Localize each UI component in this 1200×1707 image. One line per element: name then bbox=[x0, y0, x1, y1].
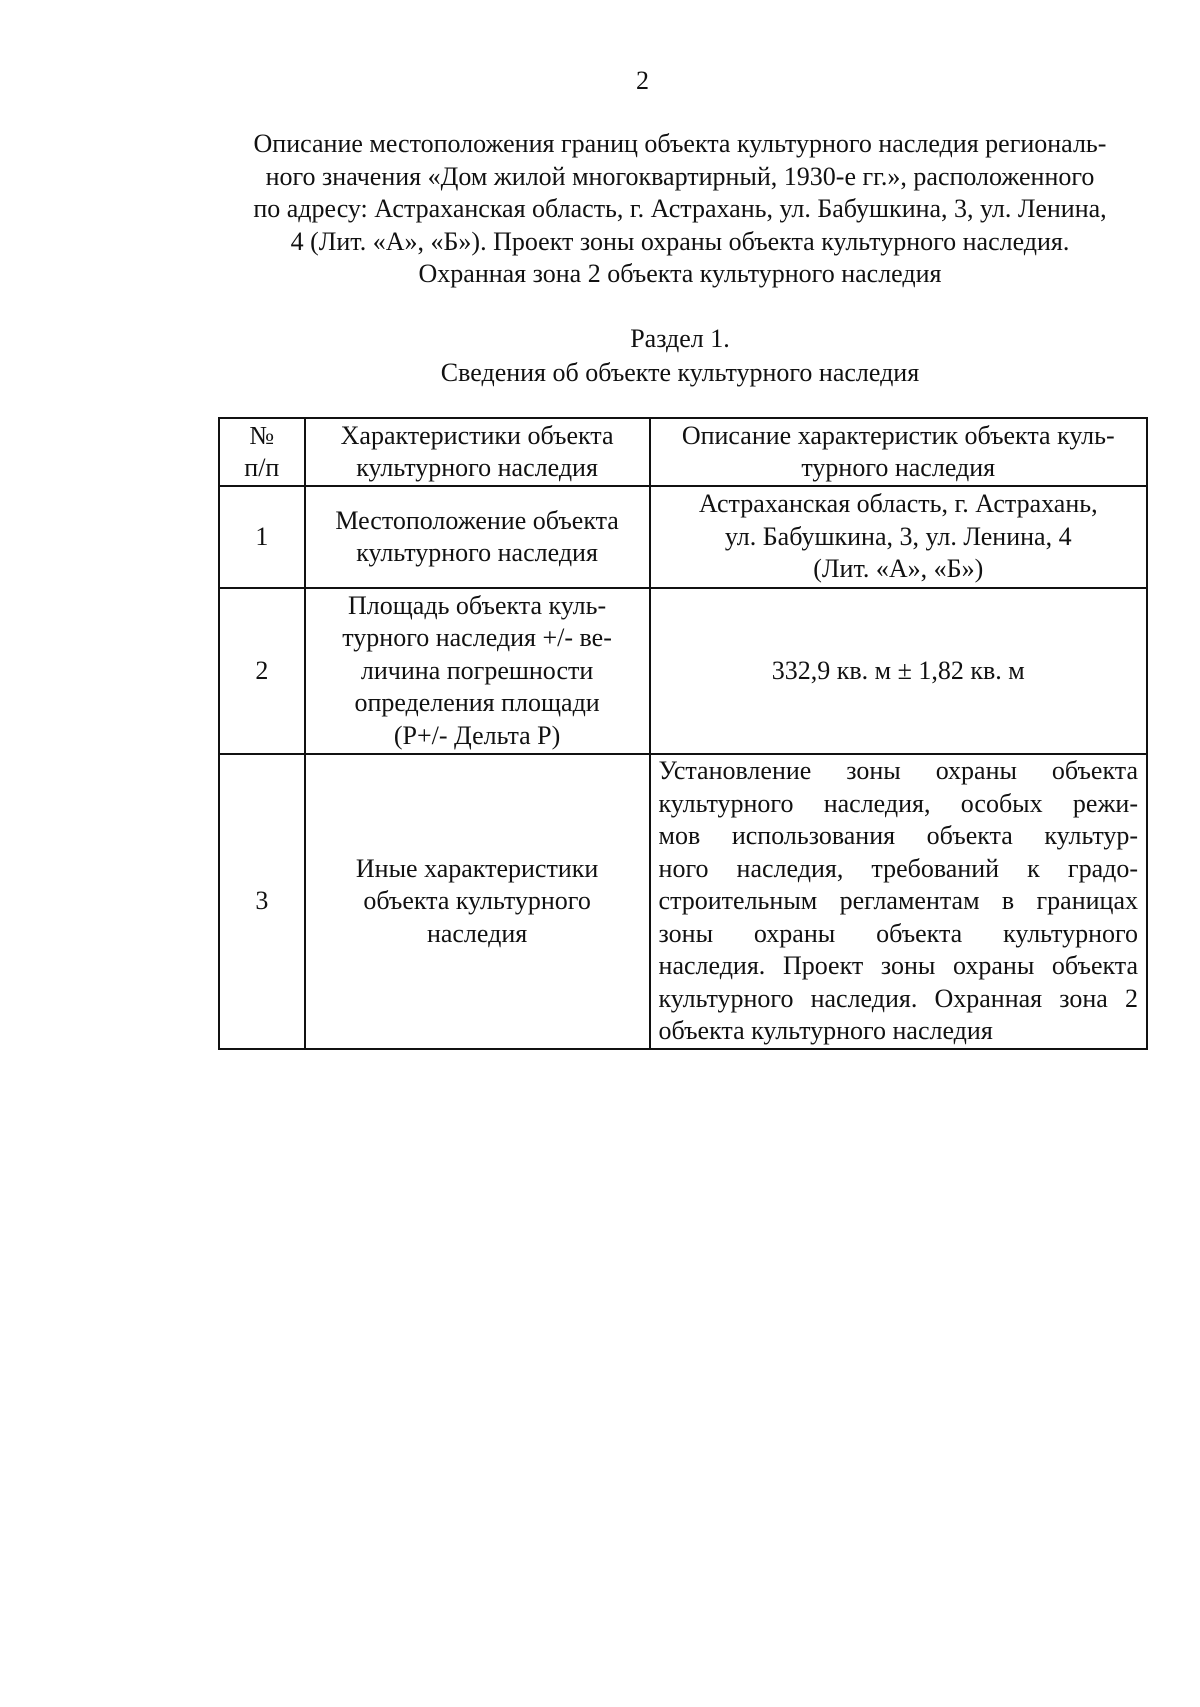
header-num: № п/п bbox=[219, 418, 305, 486]
row-description: 332,9 кв. м ± 1,82 кв. м bbox=[650, 588, 1147, 754]
table-row bbox=[219, 754, 1147, 1049]
heading-line: Описание местоположения границ объекта культурного наследия региональ- bbox=[253, 129, 1107, 158]
row-characteristic: Площадь объекта куль- турного наследия +/- ве- личина погрешности определения площади (Р+/- Дельта Р) bbox=[305, 588, 650, 754]
heritage-info-table bbox=[218, 417, 1148, 1050]
row-num: 2 bbox=[219, 588, 305, 754]
heading-line: по адресу: Астраханская область, г. Астрахань, ул. Бабушкина, 3, ул. Ленина, bbox=[253, 194, 1107, 223]
table-header-row bbox=[219, 418, 1147, 486]
row-description: Установление зоны охраны объекта культурного наследия, особых режи- мов использования объекта культур- ного наследия, требований к градо- строительным регламентам в границах зоны охраны объекта культурного наследия. Проект зоны охраны объекта культурного наследия. Охранная зона 2 объекта культурного наследия bbox=[650, 754, 1147, 1049]
section-heading bbox=[200, 322, 1160, 390]
table-row bbox=[219, 486, 1147, 588]
row-description: Астраханская область, г. Астрахань, ул. Бабушкина, 3, ул. Ленина, 4 (Лит. «А», «Б») bbox=[650, 486, 1147, 588]
row-characteristic: Иные характеристики объекта культурного наследия bbox=[305, 754, 650, 1049]
header-description: Описание характеристик объекта куль- турного наследия bbox=[650, 418, 1147, 486]
header-characteristic: Характеристики объекта культурного наследия bbox=[305, 418, 650, 486]
row-characteristic: Местоположение объекта культурного наследия bbox=[305, 486, 650, 588]
row-num: 1 bbox=[219, 486, 305, 588]
heading-line: 4 (Лит. «А», «Б»). Проект зоны охраны объекта культурного наследия. bbox=[290, 226, 1070, 256]
heading-line: ного значения «Дом жилой многоквартирный, 1930-е гг.», расположенного bbox=[265, 161, 1095, 191]
document-heading bbox=[200, 128, 1160, 291]
heading-line: Охранная зона 2 объекта культурного наследия bbox=[418, 259, 942, 288]
section-title: Сведения об объекте культурного наследия bbox=[440, 358, 920, 387]
section-label: Раздел 1. bbox=[630, 324, 730, 353]
row-num: 3 bbox=[219, 754, 305, 1049]
page-number: 2 bbox=[636, 66, 649, 95]
table-row bbox=[219, 588, 1147, 754]
